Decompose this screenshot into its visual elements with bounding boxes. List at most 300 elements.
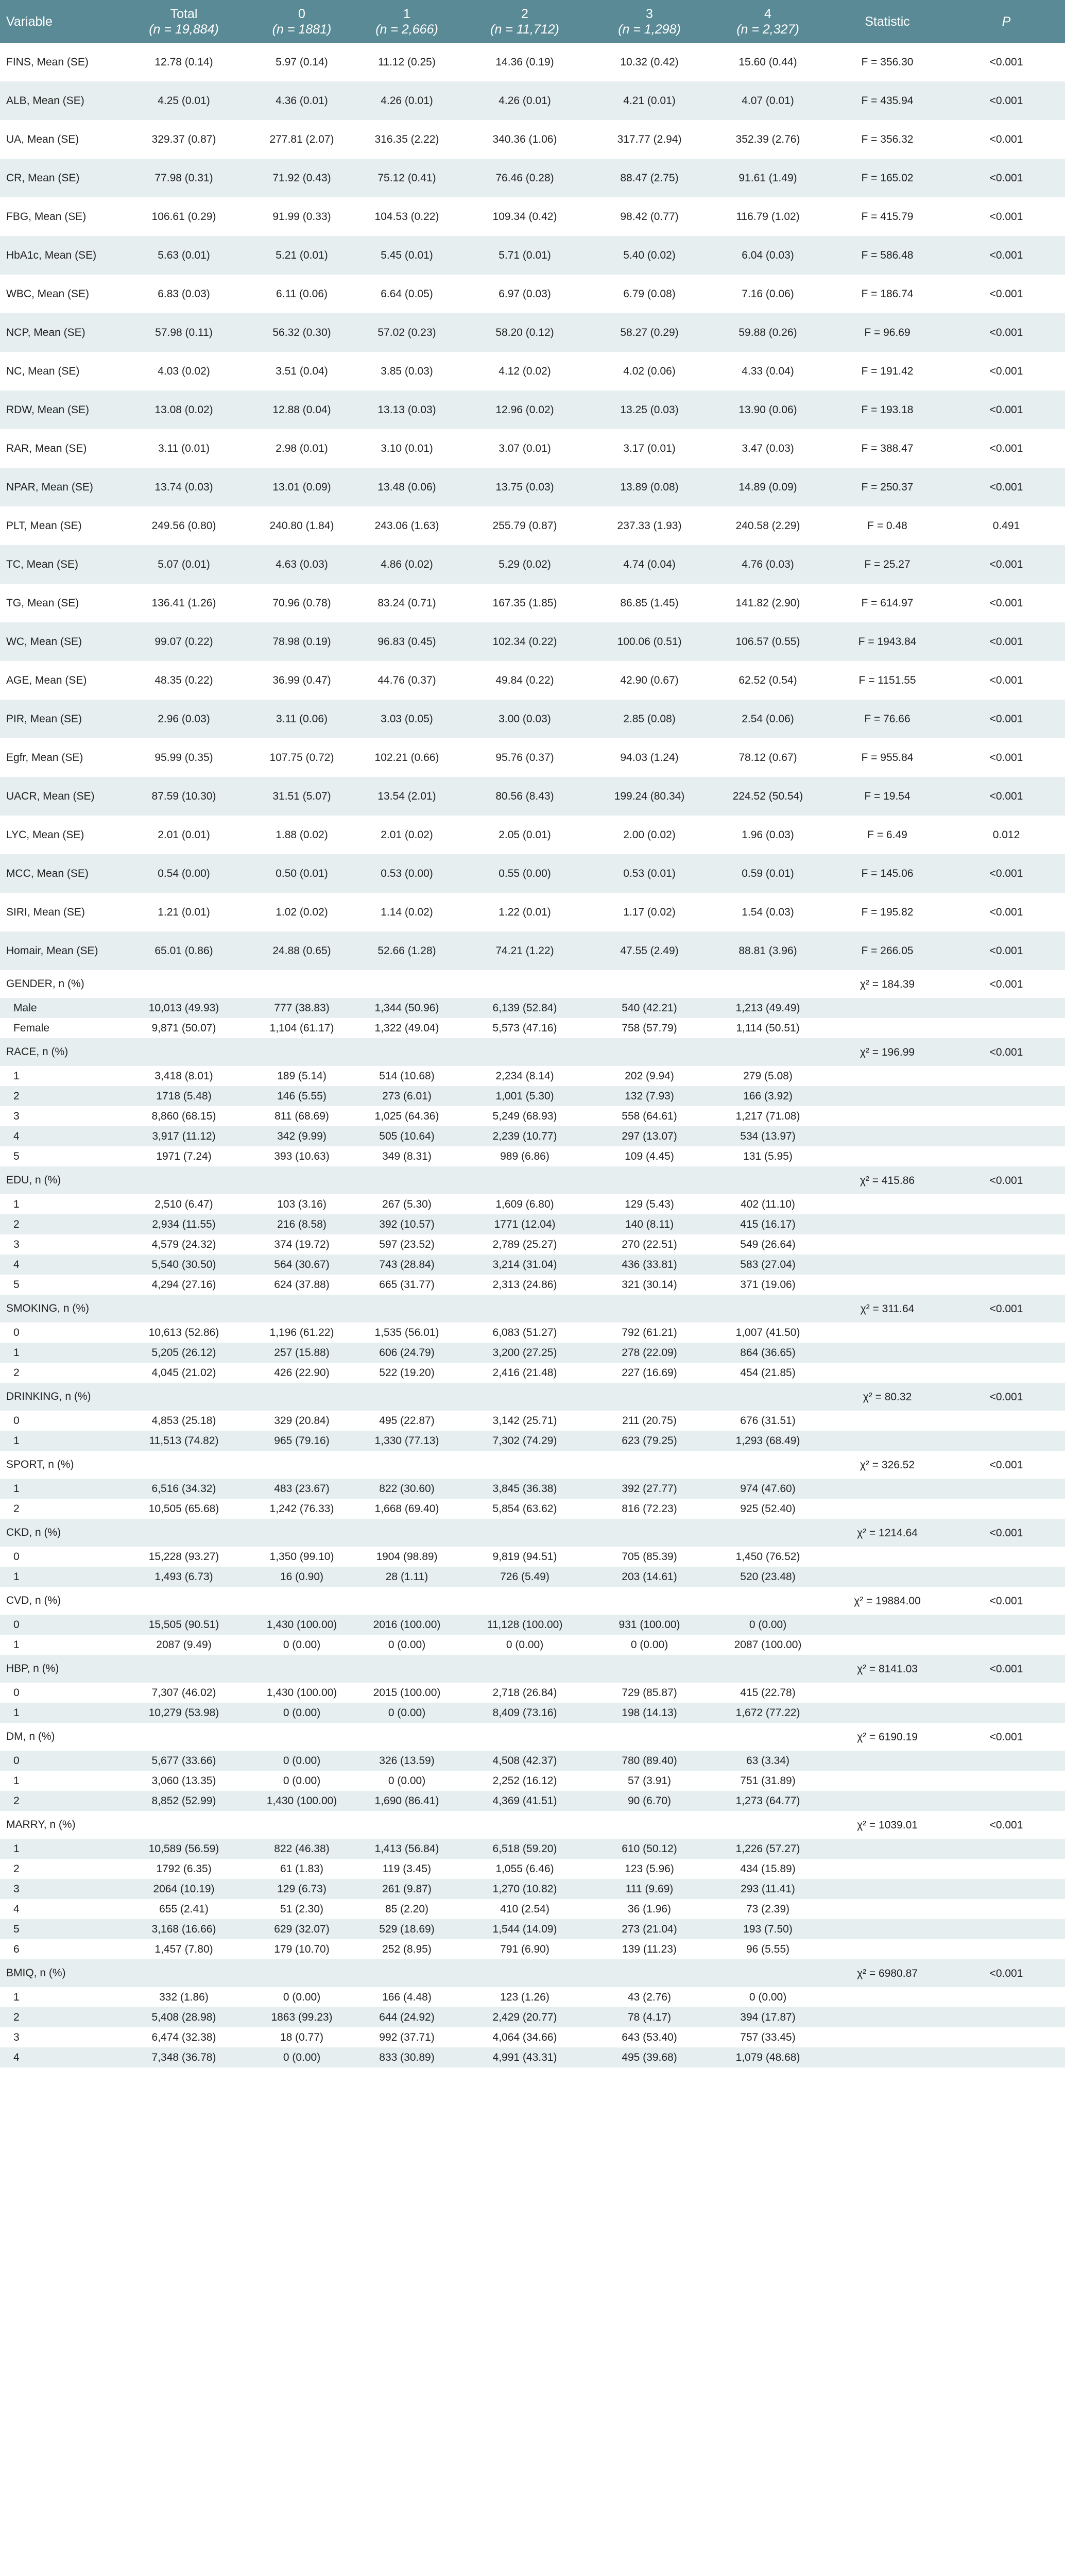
group-cell: 1.02 (0.02) xyxy=(276,906,328,918)
group-cell: 392 (10.57) xyxy=(379,1218,435,1230)
category-row xyxy=(0,1383,1065,1411)
empty-cell xyxy=(249,970,354,998)
group-cell: 833 (30.89) xyxy=(379,2052,435,2063)
empty-cell xyxy=(118,1587,249,1615)
variable-cell: MARRY, n (%) xyxy=(6,1819,76,1831)
group-cell: 51 (2.30) xyxy=(280,1903,324,1915)
level-label-cell: 1 xyxy=(13,1070,20,1082)
group-cell: 109.34 (0.42) xyxy=(492,211,557,223)
statistic-cell: F = 955.84 xyxy=(861,752,914,764)
statistic-cell: F = 614.97 xyxy=(861,597,914,609)
group-cell: 13.13 (0.03) xyxy=(377,404,436,416)
level-label-cell: 1 xyxy=(13,1571,20,1583)
group-cell: 4.33 (0.04) xyxy=(742,365,794,377)
group-cell: 139 (11.23) xyxy=(622,1943,677,1955)
empty-cell xyxy=(590,1723,709,1751)
level-label-cell: 0 xyxy=(13,1415,20,1427)
header-variable: Variable xyxy=(6,14,53,29)
header-group-label: 4 xyxy=(764,6,771,21)
total-cell: 8,860 (68.15) xyxy=(151,1110,216,1122)
empty-cell xyxy=(827,1939,948,1959)
table-row xyxy=(0,854,1065,893)
table-row xyxy=(0,352,1065,391)
group-cell: 273 (6.01) xyxy=(382,1090,432,1102)
group-cell: 11.12 (0.25) xyxy=(378,56,436,68)
level-label-cell: 5 xyxy=(13,1923,20,1935)
group-cell: 0 (0.00) xyxy=(630,1639,668,1651)
group-cell: 758 (57.79) xyxy=(622,1022,677,1034)
group-cell: 0 (0.00) xyxy=(283,1991,321,2003)
group-cell: 198 (14.13) xyxy=(622,1707,677,1719)
group-cell: 5.45 (0.01) xyxy=(381,249,433,261)
header-group-label: 2 xyxy=(521,6,528,21)
p-value-cell: <0.001 xyxy=(989,327,1023,338)
p-value-cell: <0.001 xyxy=(989,558,1023,570)
total-cell: 5,408 (28.98) xyxy=(151,2011,216,2023)
level-row xyxy=(0,1018,1065,1038)
group-cell: 59.88 (0.26) xyxy=(738,327,797,338)
total-cell: 10,279 (53.98) xyxy=(148,1707,219,1719)
table-row xyxy=(0,777,1065,816)
empty-cell xyxy=(827,1771,948,1791)
level-row xyxy=(0,1234,1065,1255)
group-cell: 1.22 (0.01) xyxy=(499,906,551,918)
p-value-cell: <0.001 xyxy=(989,1731,1023,1743)
level-label-cell: 0 xyxy=(13,1619,20,1631)
group-cell: 3.51 (0.04) xyxy=(276,365,328,377)
group-cell: 4,064 (34.66) xyxy=(492,2031,557,2043)
group-cell: 2.05 (0.01) xyxy=(499,829,551,841)
variable-cell: NCP, Mean (SE) xyxy=(6,326,85,338)
group-cell: 13.75 (0.03) xyxy=(495,481,554,493)
total-cell: 329.37 (0.87) xyxy=(151,133,216,145)
table-row xyxy=(0,43,1065,81)
group-cell: 116.79 (1.02) xyxy=(736,211,800,223)
empty-cell xyxy=(354,1519,459,1547)
group-cell: 1,104 (61.17) xyxy=(269,1022,334,1034)
table-row xyxy=(0,236,1065,275)
total-cell: 10,589 (56.59) xyxy=(148,1843,219,1855)
empty-cell xyxy=(948,1106,1065,1126)
variable-cell: RDW, Mean (SE) xyxy=(6,403,90,416)
group-cell: 1,609 (6.80) xyxy=(495,1198,554,1210)
empty-cell xyxy=(459,1519,590,1547)
variable-cell: CR, Mean (SE) xyxy=(6,172,80,184)
group-cell: 705 (85.39) xyxy=(622,1551,677,1563)
group-cell: 107.75 (0.72) xyxy=(269,752,334,764)
empty-cell xyxy=(590,1166,709,1194)
total-cell: 136.41 (1.26) xyxy=(151,597,216,609)
group-cell: 91.61 (1.49) xyxy=(738,172,797,184)
p-value-cell: <0.001 xyxy=(989,56,1023,68)
table-row xyxy=(0,506,1065,545)
empty-cell xyxy=(354,1038,459,1066)
group-cell: 240.58 (2.29) xyxy=(735,520,800,532)
category-row xyxy=(0,1959,1065,1987)
variable-cell: SIRI, Mean (SE) xyxy=(6,906,85,918)
empty-cell xyxy=(459,1655,590,1683)
level-label-cell: 1 xyxy=(13,1843,20,1855)
group-cell: 1,535 (56.01) xyxy=(374,1327,439,1338)
group-cell: 434 (15.89) xyxy=(740,1863,796,1875)
group-cell: 74.21 (1.22) xyxy=(495,945,554,957)
group-cell: 2,718 (26.84) xyxy=(492,1687,557,1699)
group-cell: 2015 (100.00) xyxy=(373,1687,441,1699)
level-label-cell: 1 xyxy=(13,1198,20,1210)
variable-cell: HbA1c, Mean (SE) xyxy=(6,249,97,261)
header-group-n: (n = 2,666) xyxy=(375,22,438,37)
total-cell: 4.03 (0.02) xyxy=(158,365,210,377)
empty-cell xyxy=(827,1214,948,1234)
p-value-cell: <0.001 xyxy=(989,906,1023,918)
group-cell: 5.29 (0.02) xyxy=(499,558,551,570)
empty-cell xyxy=(827,1323,948,1343)
variable-cell: ALB, Mean (SE) xyxy=(6,94,84,107)
variable-cell: FINS, Mean (SE) xyxy=(6,56,89,68)
level-label-cell: 4 xyxy=(13,1130,20,1142)
group-cell: 3.03 (0.05) xyxy=(381,713,433,725)
group-cell: 326 (13.59) xyxy=(379,1755,435,1767)
level-label-cell: 2 xyxy=(13,1218,20,1230)
total-cell: 3,917 (11.12) xyxy=(152,1130,216,1142)
header-p xyxy=(948,0,1065,43)
group-cell: 18 (0.77) xyxy=(280,2031,324,2043)
empty-cell xyxy=(354,1959,459,1987)
group-cell: 8,409 (73.16) xyxy=(492,1707,557,1719)
empty-cell xyxy=(948,1343,1065,1363)
empty-cell xyxy=(709,1655,827,1683)
group-cell: 3.47 (0.03) xyxy=(742,443,794,454)
level-row xyxy=(0,1126,1065,1146)
group-cell: 14.89 (0.09) xyxy=(738,481,797,493)
variable-cell: CKD, n (%) xyxy=(6,1527,61,1538)
total-cell: 1,493 (6.73) xyxy=(154,1571,213,1583)
group-cell: 1,450 (76.52) xyxy=(735,1551,800,1563)
empty-cell xyxy=(590,1811,709,1839)
statistic-cell: χ² = 326.52 xyxy=(860,1459,915,1471)
empty-cell xyxy=(249,1519,354,1547)
empty-cell xyxy=(827,1567,948,1587)
group-cell: 2.98 (0.01) xyxy=(276,443,328,454)
empty-cell xyxy=(948,1751,1065,1771)
group-cell: 140 (8.11) xyxy=(625,1218,674,1230)
level-row xyxy=(0,1791,1065,1811)
group-cell: 757 (33.45) xyxy=(740,2031,796,2043)
empty-cell xyxy=(249,1655,354,1683)
group-cell: 243.06 (1.63) xyxy=(374,520,439,532)
group-cell: 24.88 (0.65) xyxy=(272,945,331,957)
table-header xyxy=(0,0,1065,43)
header-row xyxy=(0,0,1065,43)
table-row xyxy=(0,893,1065,931)
group-cell: 2.01 (0.02) xyxy=(381,829,433,841)
empty-cell xyxy=(948,1615,1065,1635)
statistic-cell: F = 435.94 xyxy=(861,95,914,107)
empty-cell xyxy=(948,1431,1065,1451)
statistic-cell: F = 145.06 xyxy=(861,868,914,879)
level-label-cell: 5 xyxy=(13,1279,20,1291)
group-cell: 88.47 (2.75) xyxy=(620,172,679,184)
group-cell: 1,544 (14.09) xyxy=(492,1923,557,1935)
empty-cell xyxy=(249,1166,354,1194)
group-cell: 132 (7.93) xyxy=(625,1090,674,1102)
group-cell: 676 (31.51) xyxy=(740,1415,796,1427)
empty-cell xyxy=(459,1451,590,1479)
group-cell: 4.26 (0.01) xyxy=(499,95,551,107)
total-cell: 3,418 (8.01) xyxy=(154,1070,213,1082)
empty-cell xyxy=(709,1451,827,1479)
p-value-cell: <0.001 xyxy=(989,288,1023,300)
group-cell: 436 (33.81) xyxy=(622,1259,677,1270)
level-label-cell: 1 xyxy=(13,1991,20,2003)
empty-cell xyxy=(827,1839,948,1859)
group-cell: 78.98 (0.19) xyxy=(272,636,331,648)
group-cell: 1,242 (76.33) xyxy=(269,1503,334,1515)
level-label-cell: 6 xyxy=(13,1943,20,1955)
group-cell: 129 (5.43) xyxy=(625,1198,674,1210)
group-cell: 415 (22.78) xyxy=(740,1687,796,1699)
group-cell: 0 (0.00) xyxy=(388,1707,426,1719)
statistic-cell: χ² = 1214.64 xyxy=(857,1527,918,1539)
group-cell: 4.07 (0.01) xyxy=(742,95,794,107)
empty-cell xyxy=(827,1791,948,1811)
group-cell: 534 (13.97) xyxy=(740,1130,796,1142)
level-label-cell: 3 xyxy=(13,1883,20,1895)
group-cell: 352.39 (2.76) xyxy=(735,133,800,145)
total-cell: 5,205 (26.12) xyxy=(151,1347,216,1359)
total-cell: 5,540 (30.50) xyxy=(151,1259,216,1270)
empty-cell xyxy=(948,2047,1065,2067)
group-cell: 564 (30.67) xyxy=(274,1259,330,1270)
table-row xyxy=(0,275,1065,313)
header-group-n: (n = 1881) xyxy=(272,22,332,37)
empty-cell xyxy=(948,1275,1065,1295)
statistic-cell: χ² = 311.64 xyxy=(860,1302,915,1315)
empty-cell xyxy=(827,1066,948,1086)
level-label-cell: 4 xyxy=(13,1903,20,1915)
total-cell: 2.01 (0.01) xyxy=(158,829,210,841)
group-cell: 179 (10.70) xyxy=(274,1943,330,1955)
group-cell: 374 (19.72) xyxy=(274,1239,330,1250)
empty-cell xyxy=(709,1723,827,1751)
group-cell: 0 (0.00) xyxy=(283,1639,321,1651)
empty-cell xyxy=(827,1987,948,2007)
group-cell: 12.96 (0.02) xyxy=(495,404,554,416)
empty-cell xyxy=(354,1655,459,1683)
group-cell: 743 (28.84) xyxy=(379,1259,435,1270)
empty-cell xyxy=(827,1086,948,1106)
level-row xyxy=(0,1086,1065,1106)
empty-cell xyxy=(459,1959,590,1987)
empty-cell xyxy=(948,1879,1065,1899)
empty-cell xyxy=(827,1879,948,1899)
level-label-cell: 2 xyxy=(13,1863,20,1875)
empty-cell xyxy=(948,1939,1065,1959)
p-value-cell: <0.001 xyxy=(989,1595,1023,1607)
level-label-cell: 4 xyxy=(13,2052,20,2063)
group-cell: 277.81 (2.07) xyxy=(269,133,334,145)
group-cell: 0 (0.00) xyxy=(283,1707,321,1719)
group-cell: 780 (89.40) xyxy=(622,1755,677,1767)
empty-cell xyxy=(249,1295,354,1323)
statistic-cell: F = 1151.55 xyxy=(858,674,916,686)
group-cell: 36 (1.96) xyxy=(627,1903,672,1915)
total-cell: 5.07 (0.01) xyxy=(158,558,210,570)
group-cell: 2,239 (10.77) xyxy=(492,1130,557,1142)
group-cell: 261 (9.87) xyxy=(382,1883,432,1895)
group-cell: 13.48 (0.06) xyxy=(377,481,436,493)
statistic-cell: F = 76.66 xyxy=(864,713,911,725)
group-cell: 0 (0.00) xyxy=(283,2052,321,2063)
group-cell: 16 (0.90) xyxy=(280,1571,324,1583)
group-cell: 6.79 (0.08) xyxy=(623,288,676,300)
statistic-cell: F = 19.54 xyxy=(864,790,911,802)
variable-cell: WC, Mean (SE) xyxy=(6,635,82,648)
total-cell: 4,579 (24.32) xyxy=(151,1239,216,1250)
group-cell: 791 (6.90) xyxy=(500,1943,549,1955)
group-cell: 540 (42.21) xyxy=(622,1002,677,1014)
variable-cell: UACR, Mean (SE) xyxy=(6,790,95,802)
group-cell: 71.92 (0.43) xyxy=(272,172,331,184)
variable-cell: FBG, Mean (SE) xyxy=(6,210,87,223)
group-cell: 297 (13.07) xyxy=(622,1130,677,1142)
empty-cell xyxy=(827,1106,948,1126)
group-cell: 1771 (12.04) xyxy=(494,1218,556,1230)
empty-cell xyxy=(827,1859,948,1879)
group-cell: 3,845 (36.38) xyxy=(492,1483,557,1495)
group-cell: 392 (27.77) xyxy=(622,1483,677,1495)
group-cell: 558 (64.61) xyxy=(622,1110,677,1122)
group-cell: 7.16 (0.06) xyxy=(742,288,794,300)
empty-cell xyxy=(354,1295,459,1323)
group-cell: 792 (61.21) xyxy=(622,1327,677,1338)
header-total xyxy=(118,0,249,43)
level-row xyxy=(0,1899,1065,1919)
level-row xyxy=(0,1919,1065,1939)
group-cell: 28 (1.11) xyxy=(385,1571,428,1583)
group-cell: 816 (72.23) xyxy=(622,1503,677,1515)
group-cell: 141.82 (2.90) xyxy=(735,597,800,609)
level-label-cell: 2 xyxy=(13,1795,20,1807)
category-row xyxy=(0,1723,1065,1751)
empty-cell xyxy=(249,1811,354,1839)
group-cell: 1,025 (64.36) xyxy=(374,1110,439,1122)
empty-cell xyxy=(948,1214,1065,1234)
group-cell: 317.77 (2.94) xyxy=(617,133,682,145)
group-cell: 94.03 (1.24) xyxy=(620,752,679,764)
table-row xyxy=(0,159,1065,197)
empty-cell xyxy=(590,1038,709,1066)
empty-cell xyxy=(948,1479,1065,1499)
level-label-cell: 0 xyxy=(13,1551,20,1563)
group-cell: 88.81 (3.96) xyxy=(738,945,797,957)
p-value-cell: <0.001 xyxy=(989,1527,1023,1539)
level-row xyxy=(0,1635,1065,1655)
header-group-4 xyxy=(709,0,827,43)
variable-cell: HBP, n (%) xyxy=(6,1663,59,1674)
group-cell: 529 (18.69) xyxy=(379,1923,435,1935)
table-row xyxy=(0,391,1065,429)
group-cell: 203 (14.61) xyxy=(622,1571,677,1583)
group-cell: 4,369 (41.51) xyxy=(492,1795,557,1807)
group-cell: 102.21 (0.66) xyxy=(374,752,439,764)
group-cell: 91.99 (0.33) xyxy=(272,211,331,223)
empty-cell xyxy=(118,1959,249,1987)
statistic-cell: F = 266.05 xyxy=(861,945,914,957)
variable-cell: MCC, Mean (SE) xyxy=(6,867,89,879)
group-cell: 1,672 (77.22) xyxy=(735,1707,800,1719)
group-cell: 43 (2.76) xyxy=(627,1991,672,2003)
empty-cell xyxy=(118,1811,249,1839)
group-cell: 623 (79.25) xyxy=(622,1435,677,1447)
group-cell: 1,055 (6.46) xyxy=(495,1863,554,1875)
group-cell: 2016 (100.00) xyxy=(373,1619,441,1631)
statistic-cell: F = 165.02 xyxy=(861,172,914,184)
p-value-cell: 0.012 xyxy=(992,829,1020,841)
empty-cell xyxy=(948,1567,1065,1587)
variable-cell: DRINKING, n (%) xyxy=(6,1391,91,1402)
group-cell: 58.27 (0.29) xyxy=(620,327,679,338)
level-row xyxy=(0,2047,1065,2067)
group-cell: 267 (5.30) xyxy=(382,1198,432,1210)
group-cell: 44.76 (0.37) xyxy=(377,674,436,686)
variable-cell: RAR, Mean (SE) xyxy=(6,442,87,454)
group-cell: 49.84 (0.22) xyxy=(495,674,554,686)
group-cell: 4.02 (0.06) xyxy=(623,365,676,377)
header-group-2 xyxy=(459,0,590,43)
group-cell: 293 (11.41) xyxy=(741,1883,795,1895)
empty-cell xyxy=(827,1194,948,1214)
empty-cell xyxy=(827,1363,948,1383)
group-cell: 58.20 (0.12) xyxy=(495,327,554,338)
group-cell: 342 (9.99) xyxy=(277,1130,327,1142)
empty-cell xyxy=(459,1295,590,1323)
level-row xyxy=(0,1547,1065,1567)
empty-cell xyxy=(827,1343,948,1363)
empty-cell xyxy=(118,1166,249,1194)
empty-cell xyxy=(118,1295,249,1323)
group-cell: 1,330 (77.13) xyxy=(374,1435,439,1447)
group-cell: 13.89 (0.08) xyxy=(620,481,679,493)
total-cell: 0.54 (0.00) xyxy=(158,868,210,879)
variable-cell: TC, Mean (SE) xyxy=(6,558,79,570)
total-cell: 6,516 (34.32) xyxy=(151,1483,216,1495)
header-total-label: Total xyxy=(170,6,198,21)
group-cell: 0 (0.00) xyxy=(283,1755,321,1767)
empty-cell xyxy=(459,1723,590,1751)
group-cell: 5,573 (47.16) xyxy=(492,1022,557,1034)
empty-cell xyxy=(118,1655,249,1683)
group-cell: 252 (8.95) xyxy=(382,1943,432,1955)
table-row xyxy=(0,622,1065,661)
level-label-cell: 2 xyxy=(13,2011,20,2023)
empty-cell xyxy=(948,1126,1065,1146)
statistic-cell: F = 6.49 xyxy=(867,829,907,841)
empty-cell xyxy=(249,1451,354,1479)
level-row xyxy=(0,1275,1065,1295)
group-cell: 1,273 (64.77) xyxy=(735,1795,800,1807)
group-cell: 483 (23.67) xyxy=(274,1483,330,1495)
group-cell: 36.99 (0.47) xyxy=(272,674,331,686)
p-value-cell: <0.001 xyxy=(989,1174,1023,1187)
empty-cell xyxy=(827,1683,948,1703)
level-row xyxy=(0,2007,1065,2027)
statistic-cell: χ² = 1039.01 xyxy=(857,1819,918,1831)
group-cell: 4,508 (42.37) xyxy=(492,1755,557,1767)
group-cell: 410 (2.54) xyxy=(500,1903,549,1915)
group-cell: 597 (23.52) xyxy=(379,1239,435,1250)
group-cell: 166 (3.92) xyxy=(743,1090,793,1102)
